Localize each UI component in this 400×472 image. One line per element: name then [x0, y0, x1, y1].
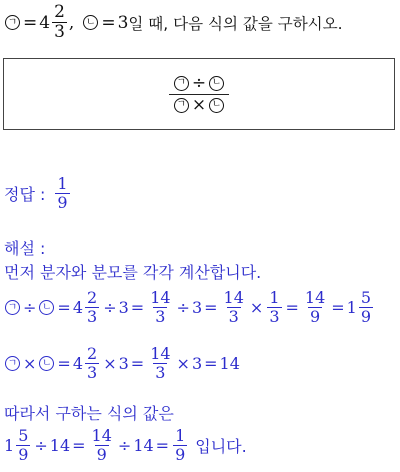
answer-fraction	[55, 176, 69, 211]
divide-sign: ÷	[191, 72, 207, 93]
fraction	[90, 428, 114, 463]
equals-sign: =	[204, 298, 218, 317]
numerator: 14	[150, 288, 171, 307]
equals-sign: =	[331, 298, 345, 317]
value: 3	[118, 298, 129, 317]
equals-sign: =	[101, 12, 116, 33]
divide-sign: ÷	[117, 436, 132, 455]
multiply-sign: ×	[176, 354, 190, 373]
numerator: 5	[360, 288, 372, 307]
denominator: 9	[18, 445, 29, 464]
whole-part: 4	[72, 354, 83, 373]
problem-text: 일 때, 다음 식의 값을 구하시오.	[128, 14, 343, 33]
denominator: 3	[155, 307, 166, 326]
fraction	[16, 428, 30, 463]
symbol-b: ㄴ	[209, 98, 224, 113]
multiply-sign: ×	[103, 354, 117, 373]
expression-numerator	[169, 73, 229, 94]
fraction	[173, 428, 187, 463]
equals-sign: =	[155, 436, 170, 455]
equals-sign: =	[285, 298, 299, 317]
numerator: 2	[87, 288, 98, 307]
fraction	[85, 346, 99, 381]
expression-box	[3, 58, 395, 130]
value: 3	[191, 298, 203, 317]
symbol-b: ㄴ	[83, 15, 98, 30]
result: 14	[219, 354, 240, 373]
final-calculation	[4, 428, 247, 463]
symbol-b: ㄴ	[209, 76, 224, 91]
denominator: 3	[155, 363, 166, 382]
symbol-b: ㄴ	[39, 356, 54, 371]
problem-statement	[4, 4, 343, 41]
equals-sign: =	[72, 436, 86, 455]
symbol-a: ㄱ	[174, 98, 189, 113]
numerator: 14	[304, 288, 326, 307]
multiply-sign: ×	[23, 354, 37, 373]
fraction	[359, 290, 373, 325]
divide-sign: ÷	[176, 298, 190, 317]
value: 3	[118, 354, 129, 373]
conclusion-text: 따라서 구하는 식의 값은	[4, 404, 174, 423]
final-suffix: 입니다.	[195, 437, 247, 456]
answer-line	[4, 176, 72, 211]
equals-sign: =	[130, 354, 145, 373]
denominator: 3	[54, 22, 65, 42]
numerator: 14	[223, 288, 244, 307]
solution-step-denominator	[4, 346, 240, 381]
equals-sign: =	[204, 354, 218, 373]
numerator: 1	[269, 288, 280, 307]
comma: ,	[68, 12, 75, 33]
answer-label: 정답 :	[4, 185, 46, 204]
multiply-sign: ×	[191, 94, 207, 115]
mixed-number	[4, 428, 32, 463]
equals-sign: =	[130, 298, 145, 317]
numerator: 1	[57, 174, 68, 193]
expression-fraction	[169, 73, 229, 116]
denominator: 3	[269, 307, 280, 326]
denominator: 3	[87, 363, 98, 382]
whole-part: 4	[72, 298, 83, 317]
symbol-a: ㄱ	[5, 300, 20, 315]
mixed-number-a	[39, 4, 69, 41]
symbol-a: ㄱ	[174, 76, 189, 91]
expression-denominator	[169, 94, 229, 116]
fraction	[267, 290, 281, 325]
denominator: 3	[87, 307, 98, 326]
numerator: 2	[87, 344, 98, 363]
denominator: 9	[96, 445, 107, 464]
numerator: 1	[175, 426, 186, 445]
numerator: 14	[150, 344, 171, 363]
whole-part: 4	[39, 12, 51, 33]
fraction	[148, 290, 172, 325]
fraction	[52, 4, 67, 41]
solution-intro: 먼저 분자와 분모를 각각 계산합니다.	[4, 263, 262, 282]
numerator: 5	[18, 426, 29, 445]
solution-label: 해설 :	[4, 239, 46, 258]
fraction	[148, 346, 172, 381]
equals-sign: =	[57, 298, 71, 317]
b-value: 3	[117, 12, 129, 33]
denominator: 3	[228, 307, 239, 326]
fraction	[222, 290, 246, 325]
divide-sign: ÷	[34, 436, 48, 455]
value: 3	[191, 354, 203, 373]
symbol-a: ㄱ	[5, 356, 20, 371]
divide-sign: ÷	[103, 298, 117, 317]
solution-step-numerator	[4, 290, 375, 325]
divide-sign: ÷	[23, 298, 37, 317]
whole-part: 1	[346, 298, 357, 317]
multiply-sign: ×	[249, 298, 264, 317]
value: 14	[49, 436, 71, 455]
fraction	[85, 290, 99, 325]
equals-sign: =	[57, 354, 71, 373]
symbol-b: ㄴ	[39, 300, 54, 315]
symbol-a: ㄱ	[5, 15, 20, 30]
whole-part: 1	[4, 436, 15, 455]
denominator: 9	[309, 307, 321, 326]
numerator: 2	[54, 2, 65, 22]
mixed-number	[347, 290, 375, 325]
mixed-number	[73, 346, 101, 381]
denominator: 9	[175, 445, 186, 464]
fraction	[303, 290, 327, 325]
equals-sign: =	[23, 12, 38, 33]
mixed-number	[73, 290, 101, 325]
denominator: 9	[360, 307, 372, 326]
denominator: 9	[57, 193, 68, 212]
numerator: 14	[91, 426, 112, 445]
value: 14	[133, 436, 154, 455]
